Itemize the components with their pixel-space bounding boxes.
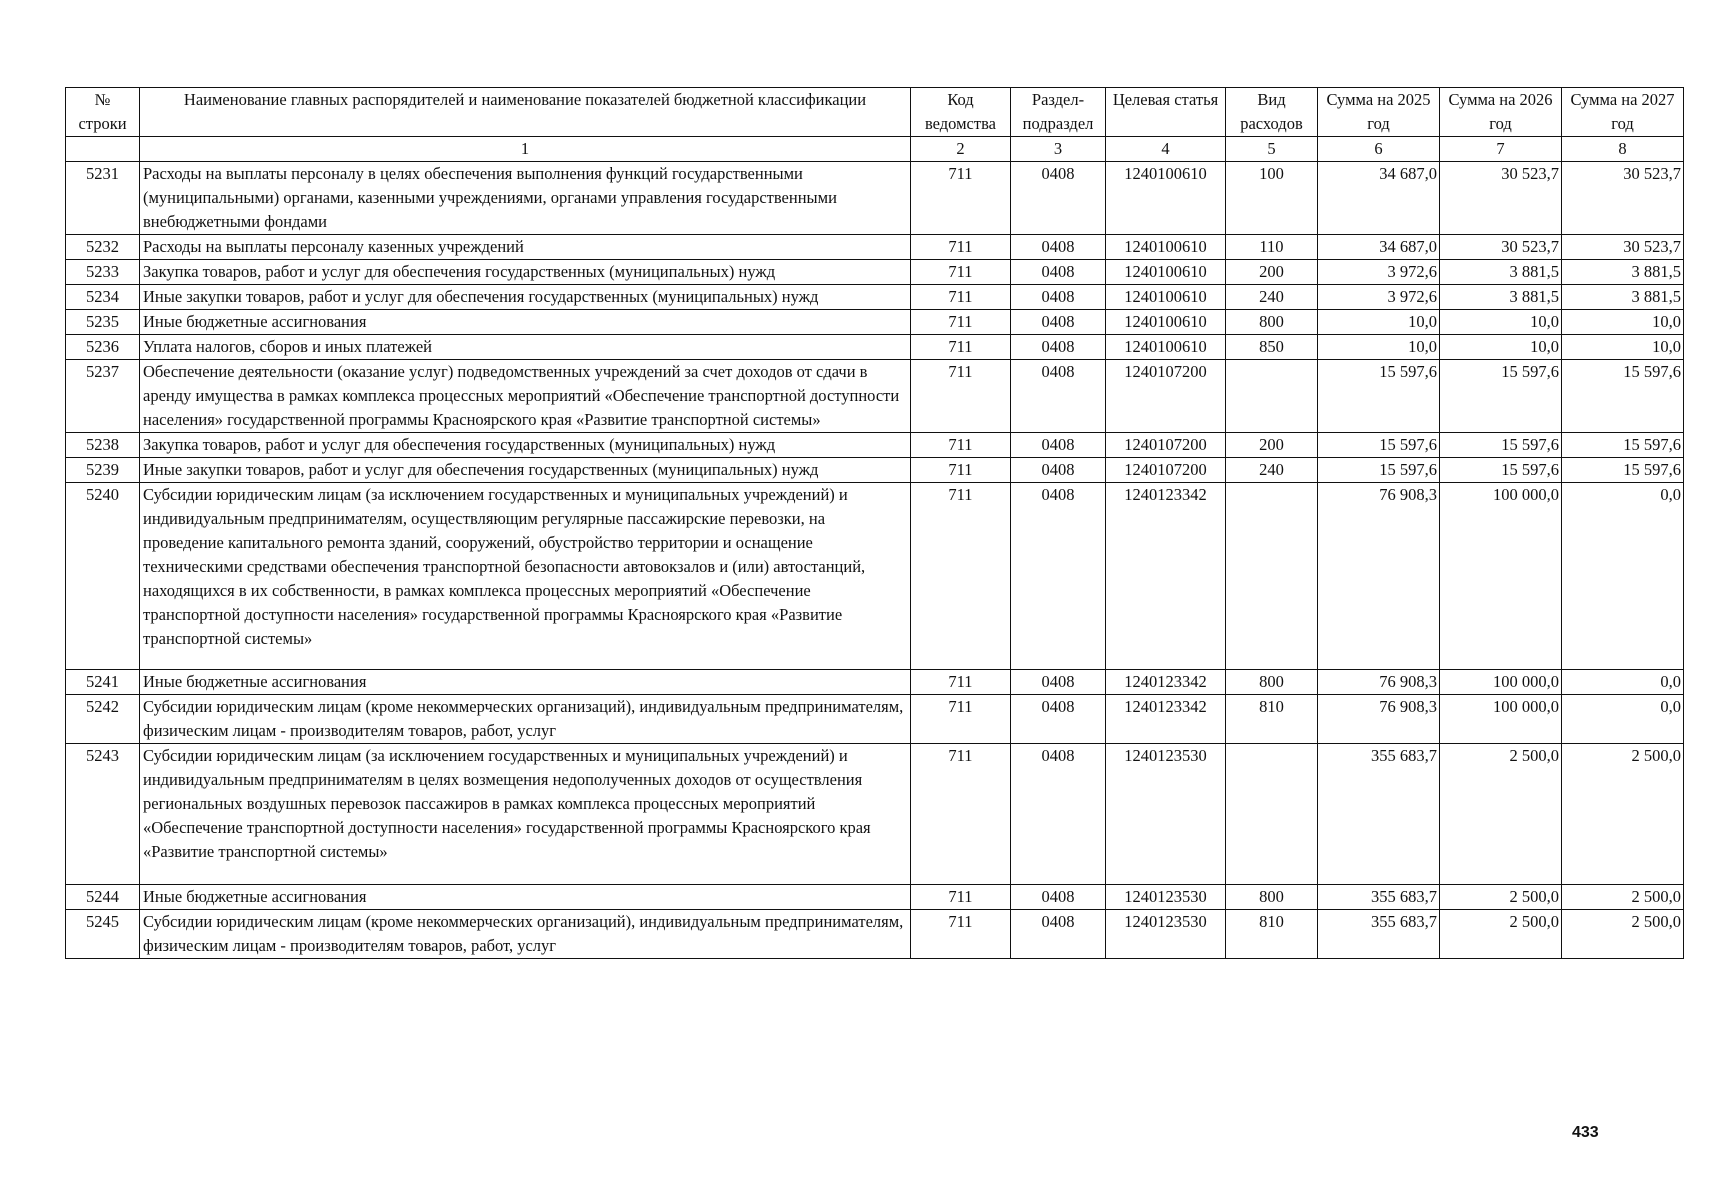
- row-target-code: 1240123342: [1106, 695, 1226, 744]
- row-number: 5238: [66, 433, 140, 458]
- row-amount-2025: 10,0: [1318, 335, 1440, 360]
- row-amount-2027: 30 523,7: [1562, 162, 1684, 235]
- row-amount-2026: 15 597,6: [1440, 458, 1562, 483]
- header-name: Наименование главных распорядителей и наименование показателей бюджетной классификации: [140, 88, 911, 137]
- row-amount-2026: 100 000,0: [1440, 695, 1562, 744]
- row-dept-code: 711: [911, 910, 1011, 959]
- row-target-code: 1240100610: [1106, 335, 1226, 360]
- row-number: 5237: [66, 360, 140, 433]
- row-amount-2026: 2 500,0: [1440, 910, 1562, 959]
- row-amount-2027: 3 881,5: [1562, 285, 1684, 310]
- row-name: Иные бюджетные ассигнования: [140, 310, 911, 335]
- table-row: [66, 458, 1684, 483]
- row-name: Иные закупки товаров, работ и услуг для обеспечения государственных (муниципальных) нужд: [140, 458, 911, 483]
- row-name: Обеспечение деятельности (оказание услуг) подведомственных учреждений за счет доходов от сдачи в аренду имущества в рамках комплекса процессных мероприятий «Обеспечение транспортной доступности населения» государственной программы Красноярского края «Развитие транспортной системы»: [140, 360, 911, 433]
- row-amount-2026: 30 523,7: [1440, 235, 1562, 260]
- row-section-code: 0408: [1011, 744, 1106, 885]
- row-dept-code: 711: [911, 260, 1011, 285]
- budget-table: [65, 87, 1684, 959]
- header-section: Раздел-подраздел: [1011, 88, 1106, 137]
- row-amount-2025: 34 687,0: [1318, 162, 1440, 235]
- row-amount-2026: 10,0: [1440, 335, 1562, 360]
- row-expense-type: 800: [1226, 670, 1318, 695]
- row-number: 5239: [66, 458, 140, 483]
- row-target-code: 1240100610: [1106, 310, 1226, 335]
- row-amount-2027: 0,0: [1562, 670, 1684, 695]
- row-section-code: 0408: [1011, 360, 1106, 433]
- row-amount-2027: 30 523,7: [1562, 235, 1684, 260]
- table-row: [66, 433, 1684, 458]
- row-target-code: 1240123342: [1106, 483, 1226, 670]
- row-dept-code: 711: [911, 235, 1011, 260]
- row-dept-code: 711: [911, 433, 1011, 458]
- row-amount-2025: 3 972,6: [1318, 285, 1440, 310]
- row-section-code: 0408: [1011, 162, 1106, 235]
- row-section-code: 0408: [1011, 670, 1106, 695]
- row-section-code: 0408: [1011, 910, 1106, 959]
- row-target-code: 1240100610: [1106, 235, 1226, 260]
- row-number: 5242: [66, 695, 140, 744]
- row-target-code: 1240123342: [1106, 670, 1226, 695]
- column-number: 4: [1106, 137, 1226, 162]
- table-row: [66, 885, 1684, 910]
- row-amount-2025: 10,0: [1318, 310, 1440, 335]
- row-amount-2027: 2 500,0: [1562, 885, 1684, 910]
- header-2027: Сумма на 2027 год: [1562, 88, 1684, 137]
- row-target-code: 1240123530: [1106, 744, 1226, 885]
- row-expense-type: [1226, 744, 1318, 885]
- column-number-blank: [66, 137, 140, 162]
- header-2026: Сумма на 2026 год: [1440, 88, 1562, 137]
- table-row: [66, 744, 1684, 885]
- table-row: [66, 910, 1684, 959]
- row-section-code: 0408: [1011, 695, 1106, 744]
- row-expense-type: 200: [1226, 260, 1318, 285]
- row-dept-code: 711: [911, 458, 1011, 483]
- row-amount-2026: 100 000,0: [1440, 483, 1562, 670]
- row-target-code: 1240123530: [1106, 910, 1226, 959]
- column-number: 1: [140, 137, 911, 162]
- row-amount-2025: 355 683,7: [1318, 885, 1440, 910]
- row-target-code: 1240100610: [1106, 260, 1226, 285]
- table-row: [66, 670, 1684, 695]
- table-row: [66, 310, 1684, 335]
- row-section-code: 0408: [1011, 310, 1106, 335]
- table-body: [66, 137, 1684, 959]
- row-target-code: 1240100610: [1106, 285, 1226, 310]
- row-amount-2026: 15 597,6: [1440, 433, 1562, 458]
- row-section-code: 0408: [1011, 433, 1106, 458]
- row-expense-type: 800: [1226, 885, 1318, 910]
- row-amount-2026: 2 500,0: [1440, 744, 1562, 885]
- row-dept-code: 711: [911, 695, 1011, 744]
- row-dept-code: 711: [911, 744, 1011, 885]
- row-section-code: 0408: [1011, 483, 1106, 670]
- row-amount-2025: 15 597,6: [1318, 360, 1440, 433]
- row-dept-code: 711: [911, 885, 1011, 910]
- row-section-code: 0408: [1011, 335, 1106, 360]
- column-number: 2: [911, 137, 1011, 162]
- column-number: 5: [1226, 137, 1318, 162]
- header-row-no: № строки: [66, 88, 140, 137]
- header-exp-type: Вид расходов: [1226, 88, 1318, 137]
- header-2025: Сумма на 2025 год: [1318, 88, 1440, 137]
- row-name: Субсидии юридическим лицам (кроме некоммерческих организаций), индивидуальным предпринимателям, физическим лицам - производителям товаров, работ, услуг: [140, 695, 911, 744]
- row-section-code: 0408: [1011, 285, 1106, 310]
- row-amount-2027: 10,0: [1562, 310, 1684, 335]
- row-name: Расходы на выплаты персоналу в целях обеспечения выполнения функций государственными (муниципальными) органами, казенными учреждениями, органами управления государственными внебюджетными фондами: [140, 162, 911, 235]
- row-target-code: 1240107200: [1106, 458, 1226, 483]
- row-dept-code: 711: [911, 335, 1011, 360]
- row-expense-type: 810: [1226, 910, 1318, 959]
- row-number: 5232: [66, 235, 140, 260]
- table-row: [66, 695, 1684, 744]
- header-dept: Код ведомства: [911, 88, 1011, 137]
- row-amount-2027: 15 597,6: [1562, 360, 1684, 433]
- page-number: 433: [1572, 1124, 1599, 1141]
- row-section-code: 0408: [1011, 885, 1106, 910]
- column-number: 3: [1011, 137, 1106, 162]
- row-number: 5236: [66, 335, 140, 360]
- row-amount-2027: 2 500,0: [1562, 910, 1684, 959]
- row-dept-code: 711: [911, 483, 1011, 670]
- row-number: 5233: [66, 260, 140, 285]
- table-row: [66, 260, 1684, 285]
- row-dept-code: 711: [911, 285, 1011, 310]
- row-amount-2025: 76 908,3: [1318, 670, 1440, 695]
- row-section-code: 0408: [1011, 260, 1106, 285]
- row-expense-type: 100: [1226, 162, 1318, 235]
- row-number: 5244: [66, 885, 140, 910]
- row-dept-code: 711: [911, 162, 1011, 235]
- row-expense-type: 200: [1226, 433, 1318, 458]
- row-expense-type: 800: [1226, 310, 1318, 335]
- row-expense-type: [1226, 483, 1318, 670]
- row-name: Субсидии юридическим лицам (кроме некоммерческих организаций), индивидуальным предпринимателям, физическим лицам - производителям товаров, работ, услуг: [140, 910, 911, 959]
- row-target-code: 1240107200: [1106, 360, 1226, 433]
- row-number: 5231: [66, 162, 140, 235]
- table-row: [66, 335, 1684, 360]
- row-amount-2025: 3 972,6: [1318, 260, 1440, 285]
- table-row: [66, 162, 1684, 235]
- row-amount-2026: 3 881,5: [1440, 260, 1562, 285]
- row-amount-2026: 15 597,6: [1440, 360, 1562, 433]
- row-dept-code: 711: [911, 360, 1011, 433]
- row-expense-type: 240: [1226, 458, 1318, 483]
- row-name: Уплата налогов, сборов и иных платежей: [140, 335, 911, 360]
- row-name: Иные бюджетные ассигнования: [140, 885, 911, 910]
- row-expense-type: 240: [1226, 285, 1318, 310]
- table-row: [66, 360, 1684, 433]
- row-section-code: 0408: [1011, 458, 1106, 483]
- row-amount-2025: 15 597,6: [1318, 433, 1440, 458]
- row-expense-type: 810: [1226, 695, 1318, 744]
- row-amount-2026: 3 881,5: [1440, 285, 1562, 310]
- column-number: 6: [1318, 137, 1440, 162]
- row-name: Расходы на выплаты персоналу казенных учреждений: [140, 235, 911, 260]
- row-section-code: 0408: [1011, 235, 1106, 260]
- row-amount-2027: 0,0: [1562, 483, 1684, 670]
- row-amount-2025: 355 683,7: [1318, 910, 1440, 959]
- column-number: 8: [1562, 137, 1684, 162]
- row-name: Субсидии юридическим лицам (за исключением государственных и муниципальных учреждений) и индивидуальным предпринимателям, осуществляющим регулярные пассажирские перевозки, на проведение капитального ремонта зданий, сооружений, обустройство территории и оснащение техническими средствами обеспечения транспортной безопасности автовокзалов и (или) автостанций, находящихся в их собственности, в рамках комплекса процессных мероприятий «Обеспечение транспортной доступности населения» государственной программы Красноярского края «Развитие транспортной системы»: [140, 483, 911, 670]
- row-amount-2025: 76 908,3: [1318, 695, 1440, 744]
- row-amount-2027: 2 500,0: [1562, 744, 1684, 885]
- table-header: [66, 88, 1684, 137]
- row-expense-type: [1226, 360, 1318, 433]
- row-amount-2027: 10,0: [1562, 335, 1684, 360]
- row-expense-type: 110: [1226, 235, 1318, 260]
- row-target-code: 1240107200: [1106, 433, 1226, 458]
- row-amount-2025: 15 597,6: [1318, 458, 1440, 483]
- row-number: 5243: [66, 744, 140, 885]
- row-amount-2025: 355 683,7: [1318, 744, 1440, 885]
- row-number: 5240: [66, 483, 140, 670]
- row-target-code: 1240123530: [1106, 885, 1226, 910]
- row-name: Иные бюджетные ассигнования: [140, 670, 911, 695]
- table-row: [66, 285, 1684, 310]
- row-name: Закупка товаров, работ и услуг для обеспечения государственных (муниципальных) нужд: [140, 433, 911, 458]
- row-amount-2027: 15 597,6: [1562, 433, 1684, 458]
- row-expense-type: 850: [1226, 335, 1318, 360]
- row-name: Иные закупки товаров, работ и услуг для обеспечения государственных (муниципальных) нужд: [140, 285, 911, 310]
- row-amount-2026: 100 000,0: [1440, 670, 1562, 695]
- row-amount-2025: 76 908,3: [1318, 483, 1440, 670]
- row-amount-2026: 2 500,0: [1440, 885, 1562, 910]
- row-amount-2027: 3 881,5: [1562, 260, 1684, 285]
- row-amount-2027: 0,0: [1562, 695, 1684, 744]
- row-number: 5235: [66, 310, 140, 335]
- column-number: 7: [1440, 137, 1562, 162]
- row-dept-code: 711: [911, 670, 1011, 695]
- row-name: Субсидии юридическим лицам (за исключением государственных и муниципальных учреждений) и индивидуальным предпринимателям в целях возмещения недополученных доходов от осуществления региональных воздушных перевозок пассажиров в рамках комплекса процессных мероприятий «Обеспечение транспортной доступности населения» государственной программы Красноярского края «Развитие транспортной системы»: [140, 744, 911, 885]
- row-amount-2025: 34 687,0: [1318, 235, 1440, 260]
- row-dept-code: 711: [911, 310, 1011, 335]
- table-row: [66, 483, 1684, 670]
- row-amount-2026: 30 523,7: [1440, 162, 1562, 235]
- row-target-code: 1240100610: [1106, 162, 1226, 235]
- row-number: 5241: [66, 670, 140, 695]
- row-number: 5245: [66, 910, 140, 959]
- row-amount-2027: 15 597,6: [1562, 458, 1684, 483]
- header-target: Целевая статья: [1106, 88, 1226, 137]
- row-number: 5234: [66, 285, 140, 310]
- row-name: Закупка товаров, работ и услуг для обеспечения государственных (муниципальных) нужд: [140, 260, 911, 285]
- row-amount-2026: 10,0: [1440, 310, 1562, 335]
- table-row: [66, 235, 1684, 260]
- column-number-row: [66, 137, 1684, 162]
